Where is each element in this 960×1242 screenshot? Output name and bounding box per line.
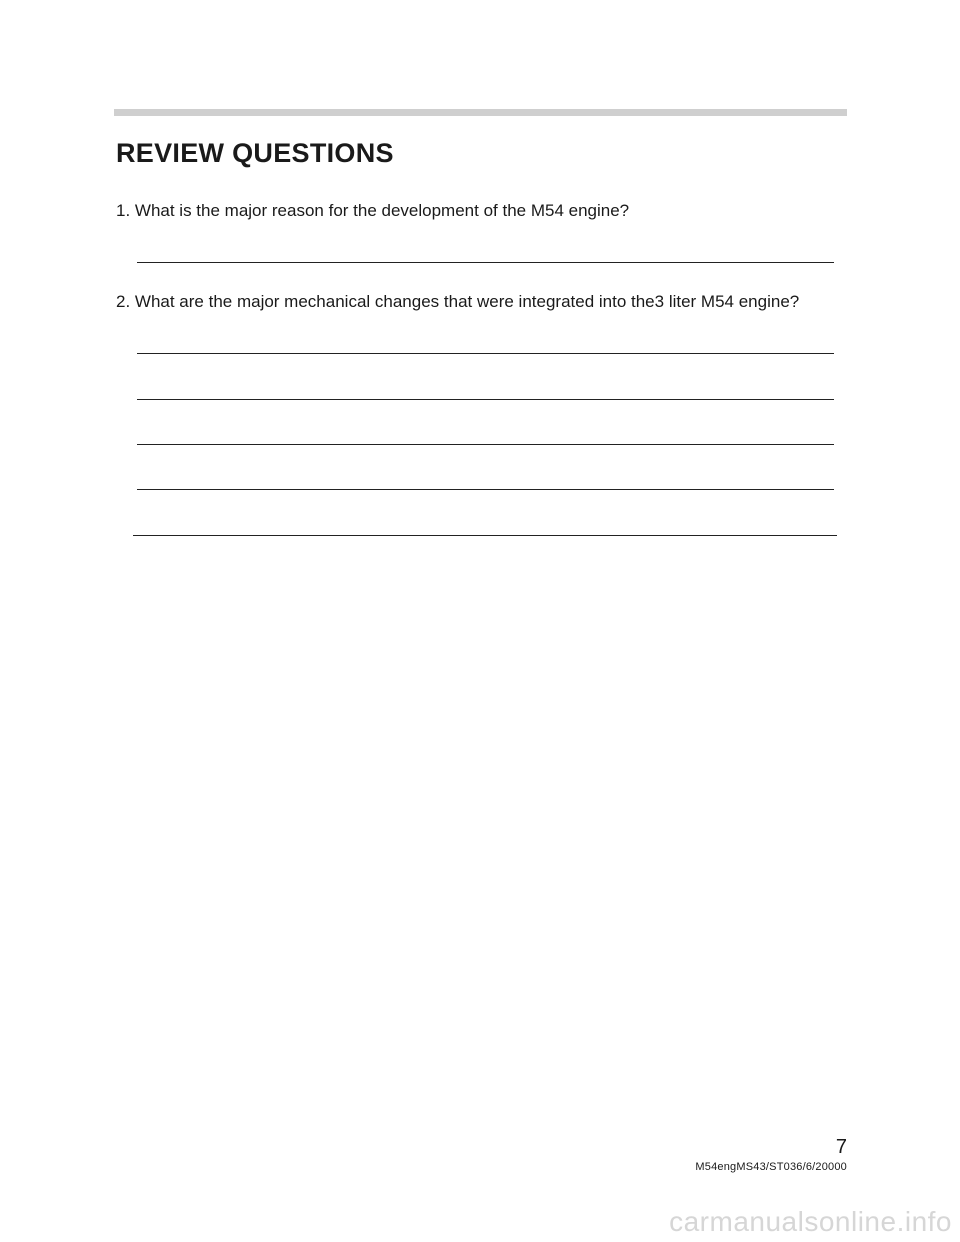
top-divider [114, 109, 847, 116]
site-watermark: carmanualsonline.info [669, 1206, 952, 1237]
answer-line-q2[interactable] [137, 399, 834, 400]
document-code: M54engMS43/ST036/6/20000 [695, 1161, 847, 1173]
question-1: 1. What is the major reason for the development of the M54 engine? [116, 201, 630, 220]
answer-line-q2[interactable] [137, 444, 834, 445]
answer-line-q2[interactable] [137, 353, 834, 354]
answer-line-q2[interactable] [133, 535, 837, 536]
answer-line-q1[interactable] [137, 262, 834, 263]
answer-line-q2[interactable] [137, 489, 834, 490]
page-title: REVIEW QUESTIONS [116, 138, 394, 168]
question-2: 2. What are the major mechanical changes that were integrated into the3 liter M54 engine? [116, 292, 800, 311]
page-number: 7 [835, 1136, 847, 1158]
